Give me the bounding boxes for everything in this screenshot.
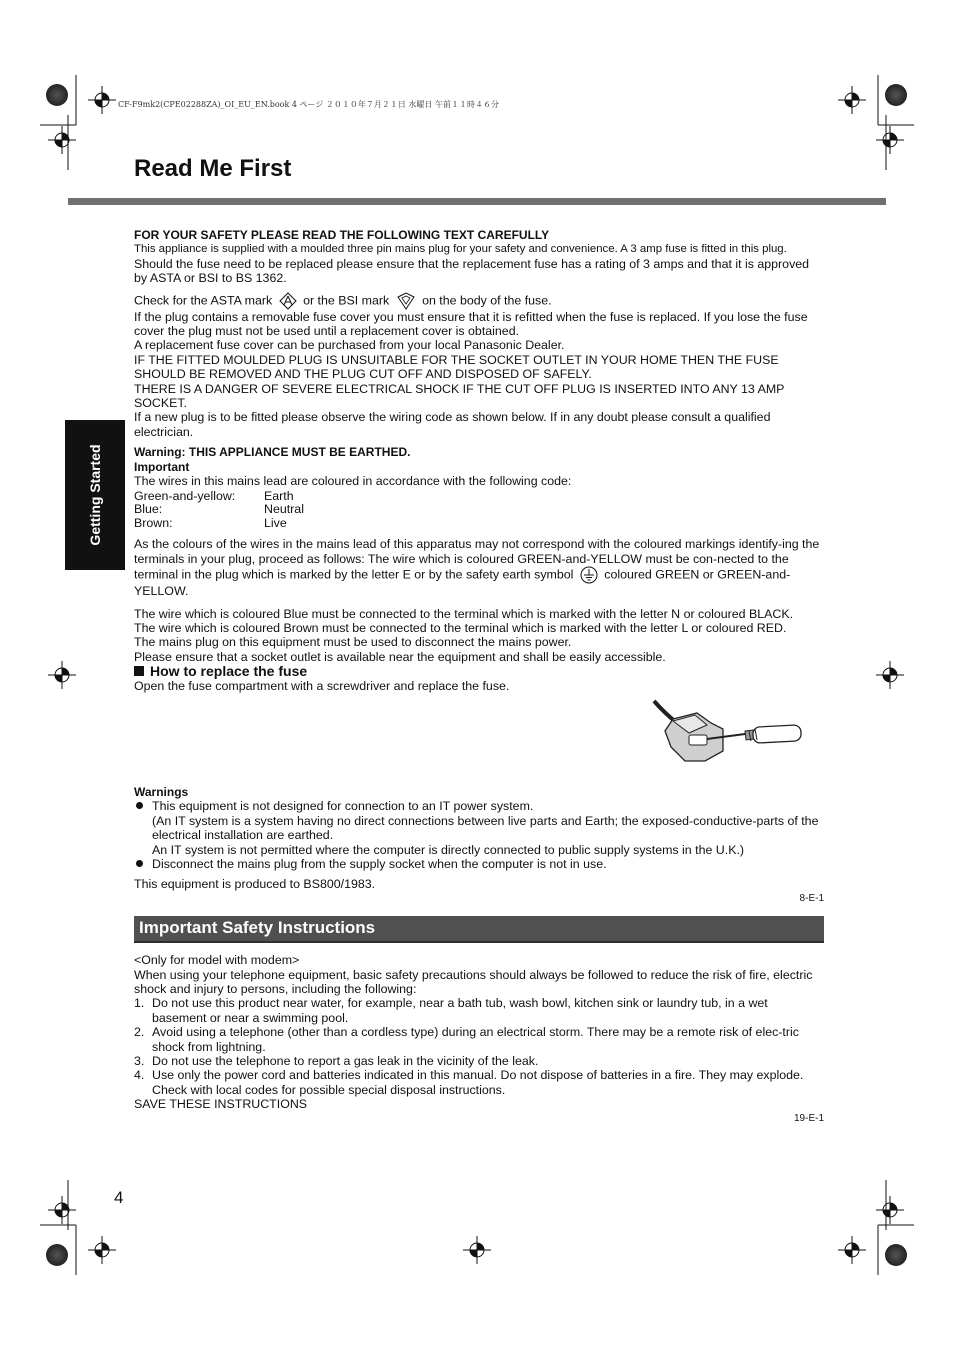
it-system-note-uk: An IT system is not permitted where the computer is directly connected to public supply systems in the U.K.) xyxy=(152,842,745,857)
fuse-text: Open the fuse compartment with a screwdriver and replace the fuse. xyxy=(134,678,510,693)
print-header-file-info: CF-F9mk2(CPE02288ZA)_OI_EU_EN.book 4 ページ ２０１０年７月２１日 水曜日 午前１１時４６分 xyxy=(118,100,499,109)
wire-code-list xyxy=(134,489,824,530)
modem-note: <Only for model with modem> xyxy=(134,953,300,968)
section-code: 19-E-1 xyxy=(793,1112,824,1124)
safety-line-4: THERE IS A DANGER OF SEVERE ELECTRICAL SHOCK IF THE CUT OFF PLUG IS INSERTED INTO ANY 13 AMP SOCKET. xyxy=(134,381,785,411)
safety-line-2: A replacement fuse cover can be purchased from your local Panasonic Dealer. xyxy=(134,338,565,353)
save-instructions: SAVE THESE INSTRUCTIONS xyxy=(134,1097,308,1112)
list-item: 1. Do not use this product near water, for example, near a bath tub, wash bowl, kitchen sink or laundry tub, in a wet basement or near a swimming pool. xyxy=(134,996,768,1025)
safety-line-3: IF THE FITTED MOULDED PLUG IS UNSUITABLE FOR THE SOCKET OUTLET IN YOUR HOME THEN THE FUSE SHOULD BE REMOVED AND THE PLUG CUT OFF AND DISPOSED OF SAFELY. xyxy=(134,352,779,382)
warnings-label: Warnings xyxy=(134,784,189,799)
fuse-replacement-illustration xyxy=(649,699,824,779)
safety-line-1: If the plug contains a removable fuse cover you must ensure that it is refitted when the fuse is replaced. If you lose the fuse cover the plug must not be used until a replacement cover is obtained. xyxy=(134,309,808,339)
side-tab-label: Getting Started xyxy=(87,444,103,546)
section-code: 8-E-1 xyxy=(799,892,824,904)
list-item: 3. Do not use the telephone to report a gas leak in the vicinity of the leak. xyxy=(134,1054,539,1069)
safety-instructions-intro: When using your telephone equipment, basic safety precautions should always be followed to reduce the risk of fire, electric shock and injury to persons, including the following: xyxy=(134,967,813,996)
section-heading-bar: Important Safety Instructions xyxy=(134,916,824,943)
safety-heading: FOR YOUR SAFETY PLEASE READ THE FOLLOWING TEXT CAREFULLY xyxy=(134,228,550,242)
socket-text: Please ensure that a socket outlet is available near the equipment and shall be easily accessible. xyxy=(134,649,666,664)
bullet-dot-icon xyxy=(134,857,152,871)
blue-wire-text: The wire which is coloured Blue must be connected to the terminal which is marked with the letter N or coloured BLACK. xyxy=(134,606,794,621)
title-rule xyxy=(68,198,886,205)
earth-warning: Warning: THIS APPLIANCE MUST BE EARTHED. xyxy=(134,445,411,460)
bsi-kitemark-icon xyxy=(396,292,416,310)
earth-symbol-icon xyxy=(580,566,598,584)
fuse-figure xyxy=(134,693,824,779)
warning-bullet: This equipment is not designed for connection to an IT power system. xyxy=(134,799,824,813)
warning-bullet: Disconnect the mains plug from the supply socket when the computer is not in use. xyxy=(134,857,824,871)
it-system-note: (An IT system is a system having no direct connections between live parts and Earth; the exposed-conductive-parts of the electrical installation are earthed. xyxy=(152,813,819,843)
square-bullet-icon xyxy=(134,666,144,676)
main-content xyxy=(134,228,824,1126)
asta-mark-icon xyxy=(279,292,297,310)
fuse-heading: How to replace the fuse xyxy=(134,664,824,678)
page-number: 4 xyxy=(114,1188,124,1207)
side-tab xyxy=(65,420,125,570)
list-item: 4. Use only the power cord and batteries indicated in this manual. Do not dispose of batteries in a fire. They may explode. Check with local codes for possible special disposal instructions. xyxy=(134,1068,804,1097)
bullet-dot-icon xyxy=(134,799,152,813)
list-item: 2. Avoid using a telephone (other than a cordless type) during an electrical storm. There may be a remote risk of elec-tric shock from lightning. xyxy=(134,1025,799,1054)
wire-row: Green-and-yellow: Earth xyxy=(134,488,294,503)
mains-text: The mains plug on this equipment must be used to disconnect the mains power. xyxy=(134,635,572,650)
safety-line-5: If a new plug is to be fitted please observe the wiring code as shown below. If in any doubt please consult a qualified electrician. xyxy=(134,410,771,439)
safety-intro-small: This appliance is supplied with a moulded three pin mains plug for your safety and convenience. A 3 amp fuse is fitted in this plug. xyxy=(134,243,787,256)
wire-row: Brown: Live xyxy=(134,515,287,530)
brown-wire-text: The wire which is coloured Brown must be connected to the terminal which is marked with the letter L or coloured RED. xyxy=(134,620,787,635)
safety-intro: Should the fuse need to be replaced please ensure that the replacement fuse has a rating of 3 amps and that it is approved by ASTA or BSI to BS 1362. xyxy=(134,256,810,286)
page-title: Read Me First xyxy=(134,155,292,182)
bs-standard-text: This equipment is produced to BS800/1983. xyxy=(134,877,376,892)
wires-intro: The wires in this mains lead are coloured in accordance with the following code: xyxy=(134,474,572,489)
important-label: Important xyxy=(134,459,190,474)
fuse-mark-check: Check for the ASTA mark or the BSI mark on the body of the fuse. xyxy=(134,292,824,310)
wire-row: Blue: Neutral xyxy=(134,502,304,517)
wire-colours-text: As the colours of the wires in the mains lead of this apparatus may not correspond with the coloured markings identify-ing the terminals in your plug, proceed as follows: The wire which is coloured GREEN-and-YELLOW must be con-nected to the terminal in the plug which is marked by the letter E or by the safety earth symbol coloured GREEN or GREEN-and-YELLOW. xyxy=(134,537,820,599)
